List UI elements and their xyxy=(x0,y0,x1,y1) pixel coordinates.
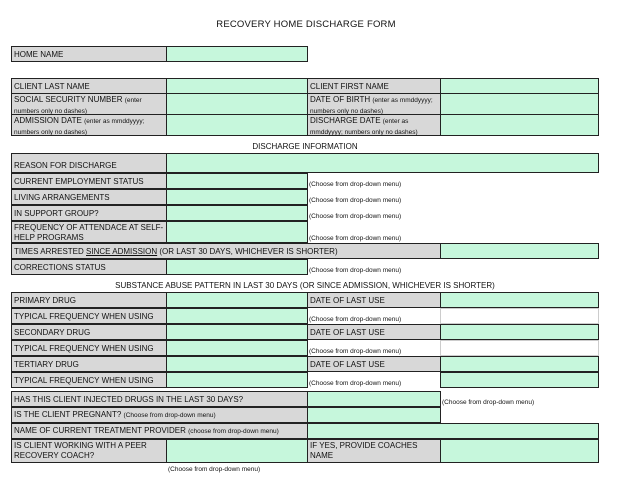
support-group-select[interactable] xyxy=(166,205,308,221)
living-arrangements-select[interactable] xyxy=(166,189,308,205)
discharge-info-header: DISCHARGE INFORMATION xyxy=(252,142,358,151)
frequency-attendance-hint: (Choose from drop-down menu) xyxy=(309,235,402,242)
primary-drug-label: PRIMARY DRUG xyxy=(11,292,167,308)
secondary-frequency-select[interactable] xyxy=(166,340,308,356)
living-arrangements-hint: (Choose from drop-down menu) xyxy=(309,197,402,204)
employment-status-label: CURRENT EMPLOYMENT STATUS xyxy=(11,173,167,189)
primary-frequency-select[interactable] xyxy=(166,308,308,324)
times-arrested-label: TIMES ARRESTED SINCE ADMISSION (OR LAST 30 DAYS, WHICHEVER IS SHORTER) xyxy=(11,243,441,259)
pregnant-label: IS THE CLIENT PREGNANT? (Choose from drop-down menu) xyxy=(11,407,308,423)
substance-header: SUBSTANCE ABUSE PATTERN IN LAST 30 DAYS (OR SINCE ADMISSION, WHICHEVER IS SHORTER) xyxy=(115,281,495,290)
tertiary-frequency-select[interactable] xyxy=(166,372,308,388)
client-first-name-label: CLIENT FIRST NAME xyxy=(307,78,441,94)
secondary-frequency-blank xyxy=(440,340,599,356)
primary-last-use-input[interactable] xyxy=(440,292,599,308)
secondary-last-use-input[interactable] xyxy=(440,324,599,340)
frequency-attendance-select[interactable] xyxy=(166,221,308,243)
secondary-drug-label: SECONDARY DRUG xyxy=(11,324,167,340)
corrections-status-hint: (Choose from drop-down menu) xyxy=(309,267,402,274)
primary-frequency-blank xyxy=(440,308,599,324)
coach-name-input[interactable] xyxy=(440,439,599,463)
pregnant-select[interactable] xyxy=(307,407,441,423)
peer-coach-select[interactable] xyxy=(166,439,308,463)
client-last-name-label: CLIENT LAST NAME xyxy=(11,78,167,94)
employment-status-select[interactable] xyxy=(166,173,308,189)
secondary-last-use-label: DATE OF LAST USE xyxy=(307,324,441,340)
home-name-label: HOME NAME xyxy=(11,46,167,62)
discharge-date-input[interactable] xyxy=(440,114,599,136)
injected-drugs-label: HAS THIS CLIENT INJECTED DRUGS IN THE LAST 30 DAYS? xyxy=(11,391,308,407)
tertiary-frequency-extra[interactable] xyxy=(440,372,599,388)
times-arrested-input[interactable] xyxy=(440,243,599,259)
treatment-provider-label: NAME OF CURRENT TREATMENT PROVIDER (choose from drop-down menu) xyxy=(11,423,308,439)
tertiary-frequency-label: TYPICAL FREQUENCY WHEN USING xyxy=(11,372,167,388)
treatment-provider-select[interactable] xyxy=(307,423,599,439)
support-group-hint: (Choose from drop-down menu) xyxy=(309,213,402,220)
primary-last-use-label: DATE OF LAST USE xyxy=(307,292,441,308)
tertiary-drug-label: TERTIARY DRUG xyxy=(11,356,167,372)
corrections-status-label: CORRECTIONS STATUS xyxy=(11,259,167,275)
tertiary-drug-select[interactable] xyxy=(166,356,308,372)
tertiary-last-use-input[interactable] xyxy=(440,356,599,372)
form-title: RECOVERY HOME DISCHARGE FORM xyxy=(216,19,396,30)
client-last-name-input[interactable] xyxy=(166,78,308,94)
coach-name-label: IF YES, PROVIDE COACHES NAME xyxy=(307,439,441,463)
admission-date-input[interactable] xyxy=(166,114,308,136)
home-name-input[interactable] xyxy=(166,46,308,62)
tertiary-frequency-hint: (Choose from drop-down menu) xyxy=(309,380,402,387)
primary-drug-select[interactable] xyxy=(166,292,308,308)
injected-drugs-select[interactable] xyxy=(307,391,441,407)
primary-frequency-label: TYPICAL FREQUENCY WHEN USING xyxy=(11,308,167,324)
secondary-frequency-label: TYPICAL FREQUENCY WHEN USING xyxy=(11,340,167,356)
dob-input[interactable] xyxy=(440,93,599,115)
living-arrangements-label: LIVING ARRANGEMENTS xyxy=(11,189,167,205)
injected-drugs-hint: (Choose from drop-down menu) xyxy=(442,399,535,406)
reason-for-discharge-label: REASON FOR DISCHARGE xyxy=(11,153,167,173)
admission-date-label: ADMISSION DATE (enter as mmddyyyy; numbers only no dashes) xyxy=(11,114,167,136)
dob-label: DATE OF BIRTH (enter as mmddyyyy; numbers only no dashes) xyxy=(307,93,441,115)
peer-coach-label: IS CLIENT WORKING WITH A PEER RECOVERY COACH? xyxy=(11,439,167,463)
ssn-input[interactable] xyxy=(166,93,308,115)
secondary-frequency-hint: (Choose from drop-down menu) xyxy=(309,348,402,355)
tertiary-last-use-label: DATE OF LAST USE xyxy=(307,356,441,372)
reason-for-discharge-input[interactable] xyxy=(166,153,599,173)
client-first-name-input[interactable] xyxy=(440,78,599,94)
employment-status-hint: (Choose from drop-down menu) xyxy=(309,181,402,188)
support-group-label: IN SUPPORT GROUP? xyxy=(11,205,167,221)
secondary-drug-select[interactable] xyxy=(166,324,308,340)
primary-frequency-hint: (Choose from drop-down menu) xyxy=(309,316,402,323)
peer-coach-hint: (Choose from drop-down menu) xyxy=(168,466,261,473)
ssn-label: SOCIAL SECURITY NUMBER (enter numbers only no dashes) xyxy=(11,93,167,115)
discharge-date-label: DISCHARGE DATE (enter as mmddyyyy; numbers only no dashes) xyxy=(307,114,441,136)
frequency-attendance-label: FREQUENCY OF ATTENDACE AT SELF-HELP PROGRAMS xyxy=(11,221,167,243)
corrections-status-select[interactable] xyxy=(166,259,308,275)
